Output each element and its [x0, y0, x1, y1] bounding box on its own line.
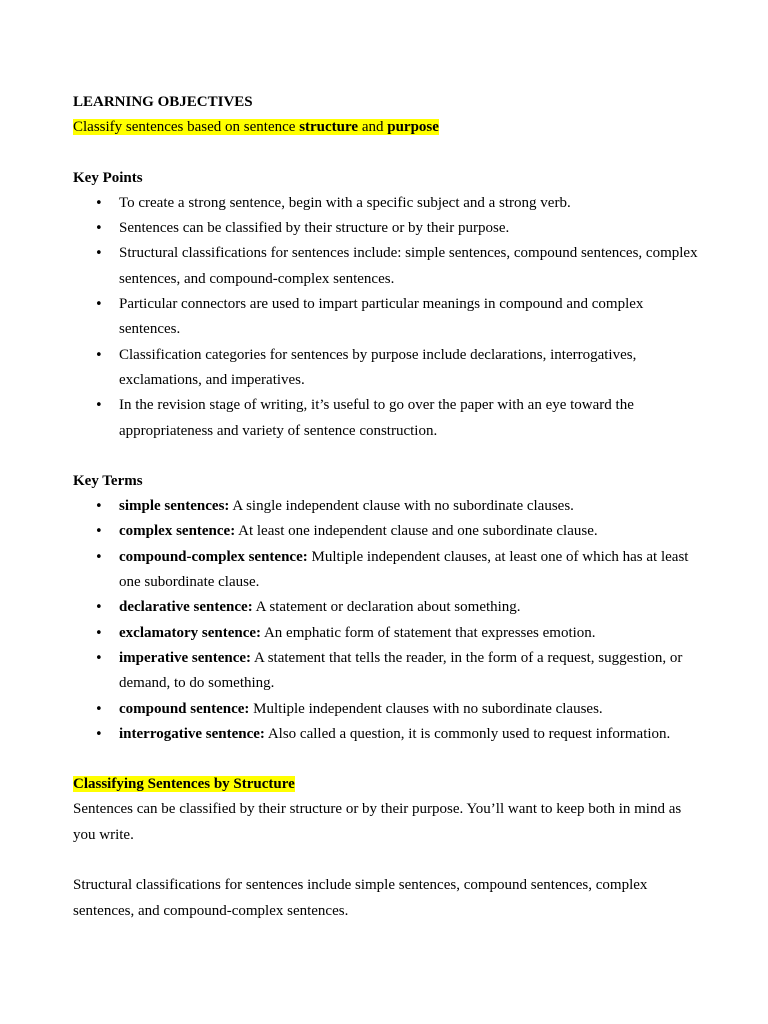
spacer — [73, 848, 698, 873]
key-term-item — [73, 519, 698, 544]
key-term-definition: Multiple independent clauses, at least one of which has at least one subordinate clause. — [119, 548, 689, 591]
key-point-item — [73, 241, 698, 292]
section-heading-text: Classifying Sentences by Structure — [73, 776, 295, 793]
key-term-name: interrogative sentence: — [119, 725, 265, 742]
key-point-item — [73, 343, 698, 394]
key-term-definition: A single independent clause with no subordinate clauses. — [229, 498, 574, 515]
key-term-name: compound sentence: — [119, 700, 250, 717]
learning-objective-highlight — [73, 119, 439, 135]
bullet-icon: • — [95, 347, 103, 363]
bullet-icon: • — [95, 549, 103, 565]
key-term-name: complex sentence: — [119, 523, 236, 540]
key-term-definition: At least one independent clause and one subordinate clause. — [235, 523, 598, 540]
key-terms-list — [73, 494, 698, 747]
bullet-icon: • — [95, 499, 103, 515]
key-point-text: To create a strong sentence, begin with a specific subject and a strong verb. — [119, 194, 571, 211]
spacer — [73, 141, 698, 166]
key-term-item — [73, 722, 698, 747]
key-point-text: Structural classifications for sentences include: simple sentences, compound sentences, complex sentences, and compound-complex sentences. — [119, 245, 698, 287]
learning-objectives-heading: LEARNING OBJECTIVES — [73, 94, 253, 110]
key-term-item — [73, 545, 698, 596]
key-term-definition: A statement or declaration about something. — [252, 599, 521, 616]
objective-structure: structure — [299, 119, 359, 136]
key-point-item — [73, 216, 698, 241]
section-heading — [73, 772, 698, 797]
key-term-name: imperative sentence: — [119, 649, 252, 666]
key-term-name: exclamatory sentence: — [119, 624, 262, 641]
bullet-icon: • — [95, 246, 103, 262]
key-term-name: compound-complex sentence: — [119, 548, 308, 565]
key-term-name: simple sentences: — [119, 498, 230, 515]
bullet-icon: • — [95, 221, 103, 237]
bullet-icon: • — [95, 524, 103, 540]
key-point-text: In the revision stage of writing, it’s useful to go over the paper with an eye toward the appropriateness and variety of sentence construction. — [119, 397, 634, 439]
bullet-icon: • — [95, 701, 103, 717]
bullet-icon: • — [95, 650, 103, 666]
key-terms-heading: Key Terms — [73, 472, 143, 489]
bullet-icon: • — [95, 600, 103, 616]
key-term-item — [73, 494, 698, 519]
objective-text: Classify sentences based on sentence — [73, 119, 300, 136]
objective-and: and — [358, 119, 388, 136]
section-paragraph-1: Sentences can be classified by their structure or by their purpose. You’ll want to keep both in mind as you write. — [73, 801, 682, 843]
bullet-icon: • — [95, 726, 103, 742]
key-term-item — [73, 595, 698, 620]
key-term-definition: A statement that tells the reader, in the form of a request, suggestion, or demand, to do something. — [119, 649, 683, 692]
key-points-heading: Key Points — [73, 169, 143, 186]
key-point-text: Classification categories for sentences by purpose include declarations, interrogatives, exclamations, and imperatives. — [119, 346, 637, 388]
key-term-definition: An emphatic form of statement that expresses emotion. — [261, 624, 596, 641]
learning-objective — [73, 115, 698, 140]
key-term-definition: Also called a question, it is commonly used to request information. — [264, 725, 671, 742]
key-point-item — [73, 292, 698, 343]
section-paragraph-2: Structural classifications for sentences include simple sentences, compound sentences, complex sentences, and compound-complex sentences. — [73, 877, 648, 919]
key-term-definition: Multiple independent clauses with no subordinate clauses. — [249, 700, 603, 717]
key-point-text: Particular connectors are used to impart particular meanings in compound and complex sentences. — [119, 296, 644, 338]
spacer — [73, 444, 698, 469]
key-points-list — [73, 191, 698, 444]
document-body — [73, 90, 698, 924]
bullet-icon: • — [95, 625, 103, 641]
key-point-item — [73, 393, 698, 444]
bullet-icon: • — [95, 195, 103, 211]
objective-purpose: purpose — [387, 119, 439, 136]
key-term-item — [73, 621, 698, 646]
key-term-item — [73, 697, 698, 722]
key-point-text: Sentences can be classified by their structure or by their purpose. — [119, 220, 510, 237]
bullet-icon: • — [95, 297, 103, 313]
key-term-item — [73, 646, 698, 697]
key-point-item — [73, 191, 698, 216]
bullet-icon: • — [95, 398, 103, 414]
key-term-name: declarative sentence: — [119, 599, 253, 616]
spacer — [73, 747, 698, 772]
